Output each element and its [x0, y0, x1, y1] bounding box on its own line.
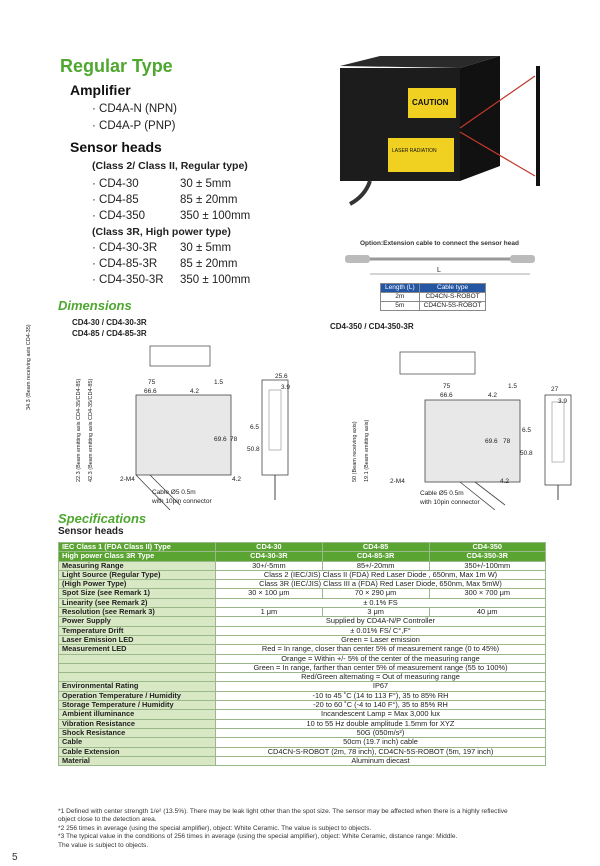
table-cell: Aluminum diecast [216, 756, 546, 765]
sensor-head-illustration [340, 56, 540, 206]
table-cell: Class 3R (IEC/JIS) Class III a (FDA) Red Laser Diode, 650nm, Max 5mW) [216, 580, 546, 589]
table-key: Laser Emission LED [59, 635, 216, 644]
table-cell: CD4CN-5S-ROBOT [419, 302, 486, 311]
table-key: Cable [59, 738, 216, 747]
table-cell: 30+/-5mm [216, 561, 323, 570]
table-row [59, 589, 546, 598]
axis-label: 42.3 (Beam emitting axis CD4-35/CD4-85) [88, 378, 94, 482]
table-row [59, 728, 546, 737]
list-item-range: 85 ± 20mm [180, 258, 238, 270]
dim-label: 69.6 [214, 436, 227, 443]
table-key: Measurement LED [59, 645, 216, 654]
sensor-heads-heading: Sensor heads [70, 139, 162, 155]
page-number: 5 [12, 852, 18, 863]
amplifier-heading: Amplifier [70, 82, 131, 98]
table-key [59, 654, 216, 663]
table-cell: 30 × 100 μm [216, 589, 323, 598]
table-header: High power Class 3R Type [59, 552, 216, 561]
table-row [59, 710, 546, 719]
table-key: Linearity (see Remark 2) [59, 598, 216, 607]
table-row [59, 756, 546, 765]
table-header: IEC Class 1 (FDA Class II) Type [59, 543, 216, 552]
footnote: The value is subject to objects. [58, 841, 149, 849]
extension-caption: Option:Extension cable to connect the sensor head [360, 240, 519, 247]
table-header: CD4-350 [429, 543, 546, 552]
table-cell: ± 0.01% FS/ C°,F° [216, 626, 546, 635]
class2-heading: (Class 2/ Class II, Regular type) [92, 160, 248, 172]
table-header-row [59, 543, 546, 552]
dim-label: 4.2 [500, 478, 510, 485]
specifications-subheading: Sensor heads [58, 526, 124, 537]
dimension-models: CD4-350 / CD4-350-3R [330, 322, 414, 331]
cable-note: with 10pin connector [420, 499, 480, 506]
table-cell: 40 μm [429, 608, 546, 617]
dim-label: 66.6 [440, 392, 453, 399]
table-header: CD4-85-3R [322, 552, 429, 561]
dim-label: 78 [503, 438, 511, 445]
dimension-models: CD4-30 / CD4-30-3R [72, 318, 147, 327]
table-row [59, 570, 546, 579]
list-item: · CD4-30-3R [92, 242, 158, 254]
dim-label: 3.9 [281, 384, 291, 391]
table-header: CD4-85 [322, 543, 429, 552]
table-cell: 85+/-20mm [322, 561, 429, 570]
table-key [59, 663, 216, 672]
dim-label: 2-M4 [390, 478, 405, 485]
amplifier-item: · CD4A-P (PNP) [92, 120, 176, 132]
table-cell: Supplied by CD4A-N/P Controller [216, 617, 546, 626]
table-cell: 300 × 700 μm [429, 589, 546, 598]
table-cell: Green = Laser emission [216, 635, 546, 644]
table-key: Environmental Rating [59, 682, 216, 691]
dim-label: 1.5 [214, 379, 224, 386]
dim-label: 78 [230, 436, 238, 443]
table-row [59, 682, 546, 691]
table-cell: -10 to 45 ˚C (14 to 113 F°), 35 to 85% RH [216, 691, 546, 700]
length-mark: L [437, 267, 441, 274]
table-header: Length (L) [381, 284, 420, 293]
footnotes [58, 808, 558, 850]
dim-label: 4.2 [232, 476, 242, 483]
footnote: *1 Defined with center strength 1/e² (13.5%). There may be leak light other than the spot size. The sensor may be affected when there is a highly reflective [58, 808, 508, 815]
dim-label: 50.8 [247, 446, 260, 453]
axis-label: 19.1 (Beam emitting axis) [364, 419, 370, 482]
table-cell: Incandescent Lamp = Max 3,000 lux [216, 710, 546, 719]
dimensions-heading: Dimensions [58, 298, 132, 313]
table-key: Cable Extension [59, 747, 216, 756]
table-header: CD4-350-3R [429, 552, 546, 561]
table-cell: 50G (050m/s²) [216, 728, 546, 737]
table-key: Temperature Drift [59, 626, 216, 635]
table-cell: 350+/-100mm [429, 561, 546, 570]
caution-label: CAUTION [412, 98, 449, 107]
extension-cable-illustration [340, 250, 540, 280]
list-item: · CD4-85-3R [92, 258, 158, 270]
table-cell: Red/Green alternating = Out of measuring range [216, 673, 546, 682]
page-title: Regular Type [60, 56, 173, 76]
dim-label: 75 [148, 379, 156, 386]
table-row [59, 561, 546, 570]
table-row [59, 645, 546, 654]
dim-label: 6.5 [522, 427, 532, 434]
dim-label: 50.8 [520, 450, 533, 457]
list-item-range: 85 ± 20mm [180, 194, 238, 206]
list-item-range: 30 ± 5mm [180, 178, 232, 190]
dim-label: 69.6 [485, 438, 498, 445]
table-row [59, 608, 546, 617]
table-row [59, 747, 546, 756]
table-cell: CD4CN-S-ROBOT [419, 293, 486, 302]
dim-label: 6.5 [250, 424, 260, 431]
dim-label: 27 [551, 386, 559, 393]
table-row [59, 701, 546, 710]
table-row [59, 719, 546, 728]
table-cell: 3 μm [322, 608, 429, 617]
table-key: (High Power Type) [59, 580, 216, 589]
table-row [59, 738, 546, 747]
dim-label: 66.6 [144, 388, 157, 395]
table-key: Material [59, 756, 216, 765]
spec-table [58, 542, 546, 766]
dim-label: 2-M4 [120, 476, 135, 483]
axis-label: 34.3 (Beam receiving axis CD4-35) [26, 324, 32, 410]
dimension-drawing-left [60, 340, 310, 510]
list-item-range: 350 ± 100mm [180, 210, 251, 222]
table-header: CD4-30-3R [216, 552, 323, 561]
axis-label: 22.3 (Beam emitting axis CD4-35/CD4-85) [76, 378, 82, 482]
cable-note: Cable Ø5 0.5m [152, 489, 196, 496]
table-row [59, 626, 546, 635]
cable-note: Cable Ø5 0.5m [420, 490, 464, 497]
table-key: Measuring Range [59, 561, 216, 570]
table-row [59, 654, 546, 663]
table-header-row [59, 552, 546, 561]
extension-table [380, 283, 486, 311]
dim-label: 3.9 [558, 398, 568, 405]
table-cell: Red = In range, closer than center 5% of measurement range (0 to 45%) [216, 645, 546, 654]
table-row [59, 691, 546, 700]
dim-label: 4.2 [190, 388, 200, 395]
list-item: · CD4-30 [92, 178, 139, 190]
list-item: · CD4-350 [92, 210, 146, 222]
table-key: Spot Size (see Remark 1) [59, 589, 216, 598]
table-key: Operation Temperature / Humidity [59, 691, 216, 700]
laser-label: LASER RADIATION [392, 148, 437, 154]
table-cell: IP67 [216, 682, 546, 691]
cable-note: with 10pin connector [152, 498, 212, 505]
table-key: Resolution (see Remark 3) [59, 608, 216, 617]
table-row [59, 663, 546, 672]
table-key: Vibration Resistance [59, 719, 216, 728]
table-header: CD4-30 [216, 543, 323, 552]
list-item-range: 30 ± 5mm [180, 242, 232, 254]
list-item-range: 350 ± 100mm [180, 274, 251, 286]
table-key: Ambient illuminance [59, 710, 216, 719]
amplifier-item: · CD4A-N (NPN) [92, 103, 177, 115]
footnote: object close to the detection area. [58, 816, 157, 824]
table-cell: Green = In range, farther than center 5% of measurement range (55 to 100%) [216, 663, 546, 672]
list-item: · CD4-85 [92, 194, 139, 206]
table-key: Power Supply [59, 617, 216, 626]
table-cell: Orange = Within +/- 5% of the center of the measuring range [216, 654, 546, 663]
table-cell: 5m [381, 302, 420, 311]
table-cell: 2m [381, 293, 420, 302]
dim-label: 25.6 [275, 373, 288, 380]
list-item: · CD4-350-3R [92, 274, 164, 286]
table-row [59, 598, 546, 607]
table-cell: 50cm (19.7 inch) cable [216, 738, 546, 747]
class3-heading: (Class 3R, High power type) [92, 226, 231, 238]
table-key: Shock Resistance [59, 728, 216, 737]
dim-label: 75 [443, 383, 451, 390]
table-key: Storage Temperature / Humidity [59, 701, 216, 710]
table-row [59, 635, 546, 644]
table-cell: 70 × 290 μm [322, 589, 429, 598]
table-row [59, 673, 546, 682]
table-cell: 1 μm [216, 608, 323, 617]
axis-label: 50 (Beam receiving axis) [352, 421, 358, 482]
table-cell: 10 to 55 Hz double amplitude 1.5mm for XYZ [216, 719, 546, 728]
dim-label: 4.2 [488, 392, 498, 399]
dimension-models: CD4-85 / CD4-85-3R [72, 329, 147, 338]
table-row [59, 580, 546, 589]
dim-label: 1.5 [508, 383, 518, 390]
table-cell: ± 0.1% FS [216, 598, 546, 607]
table-key [59, 673, 216, 682]
footnote: *2 256 times in average (using the special amplifier), object: White Ceramic. The value is subject to objects. [58, 824, 372, 832]
table-key: Light Source (Regular Type) [59, 570, 216, 579]
table-cell: CD4CN-S-ROBOT (2m, 78 inch), CD4CN-5S-ROBOT (5m, 197 inch) [216, 747, 546, 756]
table-row [59, 617, 546, 626]
footnote: *3 The typical value in the conditions of 256 times in average (using the special amplifier), object: White Ceramic, distance range: Middle. [58, 833, 458, 841]
table-header: Cable type [419, 284, 486, 293]
specifications-heading: Specifications [58, 511, 147, 526]
table-cell: Class 2 (IEC/JIS) Class II (FDA) Red Laser Diode , 650nm, Max 1m W) [216, 570, 546, 579]
table-cell: -20 to 60 ˚C (-4 to 140 F°), 35 to 85% RH [216, 701, 546, 710]
